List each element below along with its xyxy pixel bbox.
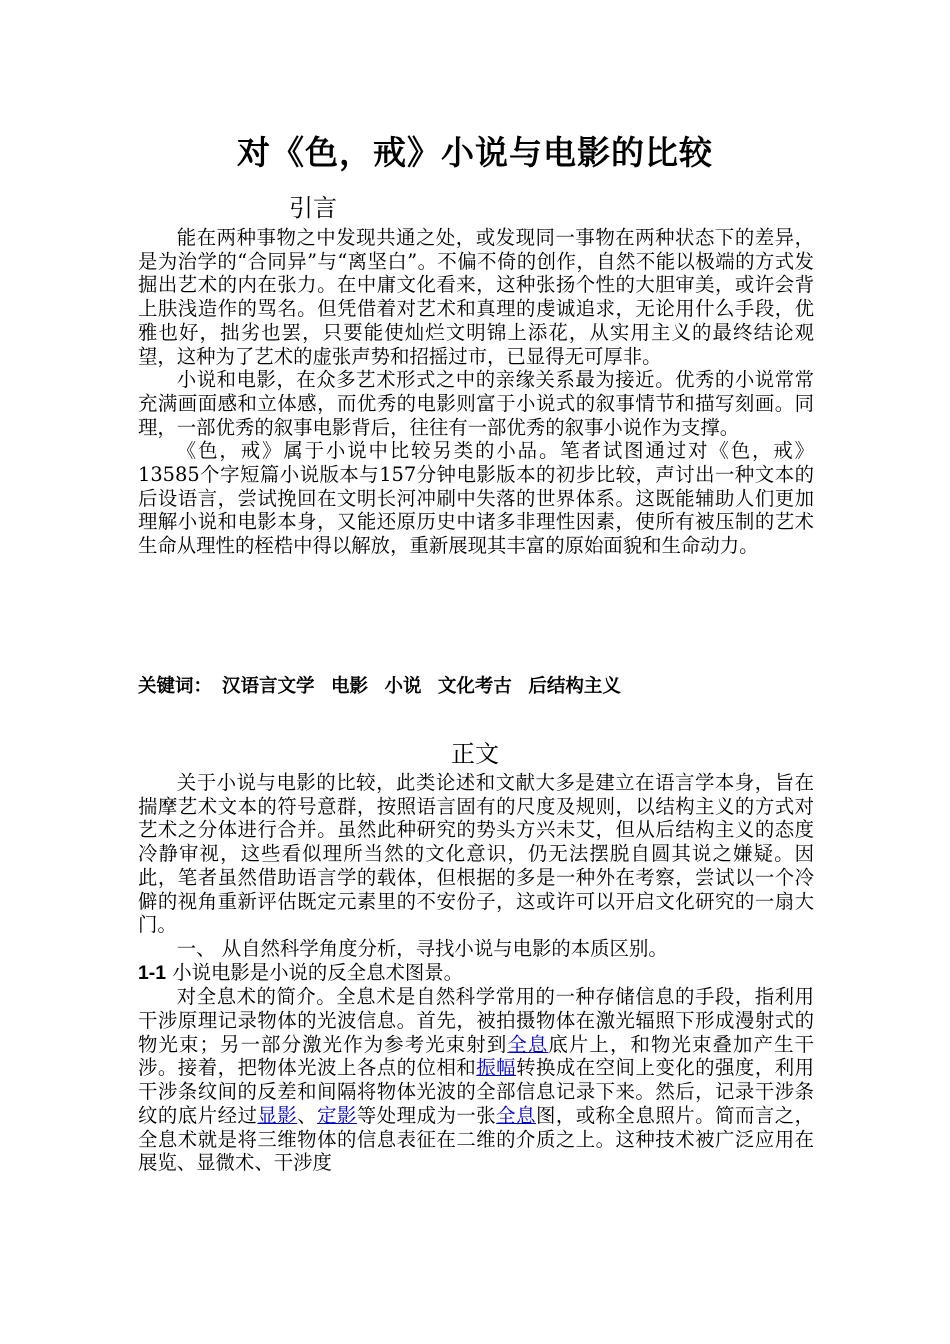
text-run: 等处理成为一张 xyxy=(356,1103,497,1127)
subsection-heading xyxy=(138,961,814,986)
main-paragraph: 关于小说与电影的比较，此类论述和文献大多是建立在语言学本身，旨在揣摩艺术文本的符号意群，按照语言固有的尺度及规则，以结构主义的方式对艺术之分体进行合并。虽然此种研究的势头方兴未艾，但从后结构主义的态度冷静审视，这些看似理所当然的文化意识，仍无法摆脱自圆其说之嫌疑。因此，笔者虽然借助语言学的载体，但根据的多是一种外在考察，尝试以一个冷僻的视角重新评估既定元素里的不安份子，这或许可以开启文化研究的一扇大门。 xyxy=(138,771,814,937)
text-run: 图，或称全息照片。简而言之，全息术就是将三维物体的信息表征在二维的介质之上。这种技术被广泛应用在展览、显微术、干涉度 xyxy=(138,1103,815,1175)
keyword: 后结构主义 xyxy=(528,676,621,697)
section-heading-1: 一、 从自然科学角度分析，寻找小说与电影的本质区别。 xyxy=(176,936,668,960)
subsection-title: 小说电影是小说的反全息术图景。 xyxy=(172,960,464,984)
text-run: 底片上，和物光束叠加产生干涉。接着，把物体光波上各点的位相和 xyxy=(138,1032,815,1080)
intro-body xyxy=(138,226,814,558)
text-run: 转换成在空间上变化的强度，利用干涉条纹间的反差和间隔将物体光波的全部信息记录下来。然后，记录干涉条纹的底片经过 xyxy=(138,1056,815,1127)
intro-paragraph: 小说和电影，在众多艺术形式之中的亲缘关系最为接近。优秀的小说常常充满画面感和立体感，而优秀的电影则富于小说式的叙事情节和描写刻画。同理，一部优秀的叙事电影背后，往往有一部优秀的叙事小说作为支撑。 xyxy=(138,368,814,439)
keywords-line xyxy=(138,672,814,698)
subsection-number: 1-1 xyxy=(138,961,167,984)
holography-paragraph xyxy=(138,985,814,1175)
keywords-label: 关键词： xyxy=(138,676,213,697)
text-run: 、 xyxy=(297,1103,318,1127)
keyword: 电影 xyxy=(330,676,368,697)
page-title: 对《色，戒》小说与电影的比较 xyxy=(237,133,713,172)
keyword: 文化考古 xyxy=(437,676,512,697)
link-dingying[interactable]: 定影 xyxy=(317,1103,357,1127)
intro-paragraph: 《色，戒》属于小说中比较另类的小品。笔者试图通过对《色，戒》13585个字短篇小说版本与157分钟电影版本的初步比较，声讨出一种文本的后设语言，尝试挽回在文明长河冲刷中失落的世界体系。这既能辅助人们更加理解小说和电影本身，又能还原历史中诸多非理性因素，使所有被压制的艺术生命从理性的桎梏中得以解放，重新展现其丰富的原始面貌和生命动力。 xyxy=(138,439,814,558)
keyword: 小说 xyxy=(384,676,422,697)
link-zhenfu[interactable]: 振幅 xyxy=(476,1056,517,1080)
text-run: 对全息术的简介。全息术是自然科学常用的一种存储信息的手段，指利用干涉原理记录物体的光波信息。首先，被拍摄物体在激光辐照下形成漫射式的物光束；另一部分激光作为参考光束射到 xyxy=(138,985,814,1056)
intro-paragraph: 能在两种事物之中发现共通之处，或发现同一事物在两种状态下的差异，是为治学的“合同异”与“离坚白”。不偏不倚的创作，自然不能以极端的方式发掘出艺术的内在张力。在中庸文化看来，这种张扬个性的大胆审美，或许会背上肤浅造作的骂名。但凭借着对艺术和真理的虔诚追求，无论用什么手段，优雅也好，拙劣也罢，只要能使灿烂文明锦上添花，从实用主义的最终结论观望，这种为了艺术的虚张声势和招摇过市，已显得无可厚非。 xyxy=(138,226,814,368)
main-heading: 正文 xyxy=(451,740,499,768)
link-quanxi[interactable]: 全息 xyxy=(507,1032,549,1056)
keyword: 汉语言文学 xyxy=(222,676,315,697)
intro-heading: 引言 xyxy=(289,194,337,222)
link-quanxi-2[interactable]: 全息 xyxy=(496,1103,536,1127)
main-body xyxy=(138,771,814,1175)
link-xianying[interactable]: 显影 xyxy=(257,1103,298,1127)
